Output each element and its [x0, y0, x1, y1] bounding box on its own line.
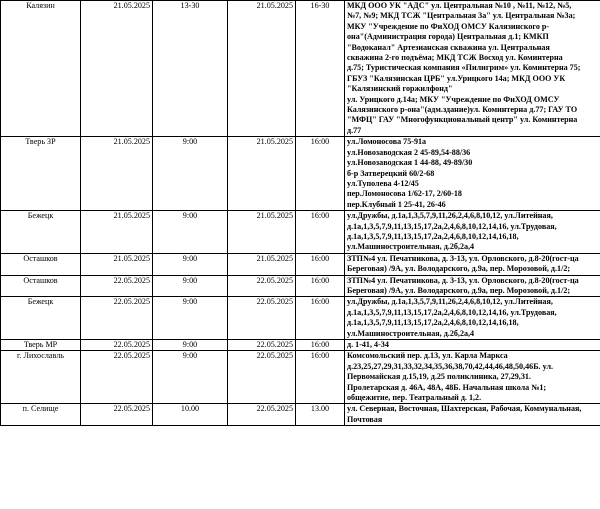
address-cell	[345, 253, 600, 275]
address-line: она"(Администрация города) Центральная д.1; КМКП	[347, 32, 549, 42]
address-line: МКД ООО УК "АДС" ул. Центральная №10 , №11, №12, №5,	[347, 1, 572, 10]
start-time-cell: 9:00	[153, 211, 228, 254]
start-time-cell: 10.00	[153, 404, 228, 426]
address-line: ул.Новозаводская 1 44-88, 49-89/30	[347, 158, 473, 168]
address-line: "МФЦ" ГАУ "Многофункциональный центр" ул. Коминтерна	[347, 115, 578, 125]
address-line: ул.Ломоносова 75-91а	[347, 137, 427, 147]
start-time-cell: 9:00	[153, 351, 228, 404]
city-cell: п. Селище	[1, 404, 81, 426]
end-time-cell: 16:00	[296, 351, 345, 404]
start-date-cell: 22.05.2025	[81, 275, 153, 297]
address-line: д.77	[347, 125, 362, 135]
end-date-cell: 22.05.2025	[228, 404, 296, 426]
address-line: ул.Туполева 4-12/45	[347, 178, 419, 188]
city-cell: Калязин	[1, 1, 81, 137]
address-cell	[345, 404, 600, 426]
city-cell: г. Лихославль	[1, 351, 81, 404]
address-cell	[345, 211, 600, 254]
city-cell: Бежецк	[1, 211, 81, 254]
start-time-cell: 9:00	[153, 297, 228, 340]
address-line: ЗТП№4 ул. Печатникова, д. 3-13, ул. Орловского, д.8-20(гост-ца	[347, 253, 579, 263]
start-date-cell: 21.05.2025	[81, 211, 153, 254]
address-line: ул.Дружбы, д.1а,1,3,5,7,9,11,26,2,4,6,8,10,12, ул.Литейная,	[347, 297, 553, 307]
city-cell: Тверь ЗР	[1, 137, 81, 211]
address-cell	[345, 137, 600, 211]
table-row	[1, 137, 600, 211]
start-time-cell: 9:00	[153, 340, 228, 351]
address-line: общежитие, пер. Театральный д. 1,2.	[347, 393, 482, 403]
start-time-cell: 9:00	[153, 275, 228, 297]
schedule-rows	[1, 1, 600, 426]
address-cell	[345, 1, 600, 137]
address-line: ул. Урицкого д.14а; МКУ "Учреждение по ФиХОД ОМСУ	[347, 94, 560, 104]
end-time-cell: 13.00	[296, 404, 345, 426]
address-line: Пролетарская д. 46А, 48А, 48Б. Начальная школа №1;	[347, 382, 547, 392]
end-time-cell: 16:00	[296, 253, 345, 275]
address-line: д.1а,1,3,5,7,9,11,13,15,17,2а,2,4,6,8,10,12,14,16, ул.Трудовая,	[347, 221, 557, 231]
end-date-cell: 21.05.2025	[228, 1, 296, 137]
address-line: ул.Дружбы, д.1а,1,3,5,7,9,11,26,2,4,6,8,10,12, ул.Литейная,	[347, 211, 553, 221]
address-line: "Калязинский горжилфонд"	[347, 84, 453, 94]
address-line: Комсомольский пер. д.13, ул. Карла Маркса	[347, 351, 508, 361]
end-date-cell: 22.05.2025	[228, 275, 296, 297]
start-date-cell: 22.05.2025	[81, 404, 153, 426]
start-date-cell: 22.05.2025	[81, 297, 153, 340]
address-line: д.1а,1,3,5,7,9,11,13,15,17,2а,2,4,6,8,10,12,14,16,18,	[347, 231, 519, 241]
end-time-cell: 16:00	[296, 275, 345, 297]
table-row	[1, 340, 600, 351]
address-line: пер.Клубный 1 25-41, 26-46	[347, 199, 446, 209]
address-line: ул.Машиностроительная, д.2б,2а,4	[347, 328, 475, 338]
table-row	[1, 297, 600, 340]
table-row	[1, 404, 600, 426]
address-line: ул. Северная, Восточная, Шахтерская, Рабочая, Коммунальная,	[347, 404, 582, 414]
end-date-cell: 22.05.2025	[228, 297, 296, 340]
address-line: Береговая) /9А, ул. Володарского, д.9а, пер. Морозовой, д.1/2;	[347, 285, 571, 295]
start-time-cell: 9:00	[153, 253, 228, 275]
address-line: б-р Затверецкий 60/2-68	[347, 168, 435, 178]
start-date-cell: 21.05.2025	[81, 1, 153, 137]
table-row	[1, 211, 600, 254]
address-line: ул.Новозаводская 2 45-89,54-88/36	[347, 147, 471, 157]
address-cell	[345, 340, 600, 351]
city-cell: Осташков	[1, 253, 81, 275]
address-line: д.23,25,27,29,31,33,32,34,35,36,38,70,42,44,46,48,50,46Б. ул.	[347, 361, 554, 371]
table-row	[1, 253, 600, 275]
start-date-cell: 22.05.2025	[81, 340, 153, 351]
address-line: скважина 2-го подъёма; МКД ТСЖ Восход ул. Коминтерна	[347, 53, 563, 63]
address-cell	[345, 275, 600, 297]
address-line: №7, №9; МКД ТСЖ "Центральная 3а" ул. Центральная №3а;	[347, 11, 576, 21]
address-line: пер.Ломоносова 1/62-17, 2/60-18	[347, 189, 462, 199]
start-date-cell: 22.05.2025	[81, 351, 153, 404]
end-date-cell: 21.05.2025	[228, 137, 296, 211]
address-line: д. 1-41, 4-34	[347, 340, 389, 349]
address-line: Почтовая	[347, 414, 383, 424]
start-time-cell: 13-30	[153, 1, 228, 137]
address-line: ГБУЗ "Калязинская ЦРБ" ул.Урицкого 14а; МКД ООО УК	[347, 73, 566, 83]
start-time-cell: 9:00	[153, 137, 228, 211]
end-time-cell: 16:00	[296, 340, 345, 351]
table-row	[1, 275, 600, 297]
address-line: Калязинского р-она"(адм.здание)ул. Коминтерна д.77; ГАУ ТО	[347, 105, 578, 115]
address-line: Береговая) /9А, ул. Володарского, д.9а, пер. Морозовой, д.1/2;	[347, 264, 571, 274]
start-date-cell: 21.05.2025	[81, 253, 153, 275]
end-date-cell: 21.05.2025	[228, 211, 296, 254]
end-date-cell: 22.05.2025	[228, 351, 296, 404]
address-cell	[345, 297, 600, 340]
address-line: ул.Машиностроительная, д.2б,2а,4	[347, 242, 475, 252]
end-date-cell: 22.05.2025	[228, 340, 296, 351]
table-row	[1, 1, 600, 137]
city-cell: Тверь МР	[1, 340, 81, 351]
table-row	[1, 351, 600, 404]
city-cell: Осташков	[1, 275, 81, 297]
city-cell: Бежецк	[1, 297, 81, 340]
end-date-cell: 21.05.2025	[228, 253, 296, 275]
end-time-cell: 16:00	[296, 211, 345, 254]
address-line: д.1а,1,3,5,7,9,11,13,15,17,2а,2,4,6,8,10,12,14,16,18,	[347, 318, 519, 328]
address-cell	[345, 351, 600, 404]
end-time-cell: 16:00	[296, 137, 345, 211]
address-line: МКУ "Учреждение по ФиХОД ОМСУ Калязинского р-	[347, 21, 550, 31]
address-line: д.1а,1,3,5,7,9,11,13,15,17,2а,2,4,6,8,10,12,14,16, ул.Трудовая,	[347, 307, 557, 317]
address-line: д.75; Туристическая компания «Пилигрим» ул. Коминтерна 75;	[347, 63, 581, 73]
address-line: ЗТП№4 ул. Печатникова, д. 3-13, ул. Орловского, д.8-20(гост-ца	[347, 275, 579, 285]
end-time-cell: 16-30	[296, 1, 345, 137]
address-line: Первомайская д.15,19, д.25 поликлиника, 27,29,31.	[347, 372, 531, 382]
address-line: "Водоканал" Артезианская скважина ул. Центральная	[347, 42, 550, 52]
end-time-cell: 16:00	[296, 297, 345, 340]
start-date-cell: 21.05.2025	[81, 137, 153, 211]
